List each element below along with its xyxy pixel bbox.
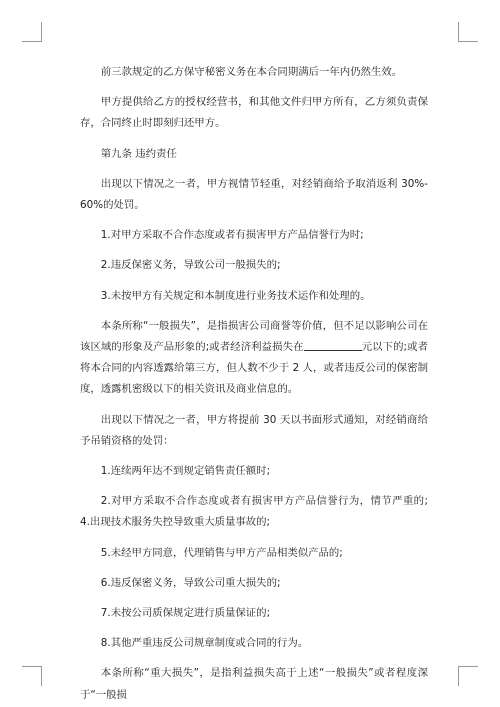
list-item-revocation-6: 6.违反保密义务，导致公司重大损失的; [100, 576, 281, 589]
list-item-3: 3.未按甲方有关规定和本制度进行业务技术运作和处理的。 [100, 289, 371, 302]
general-loss-text-after: 元以下的;或者将本合同的内容透露给第三方，但人数不少于 2 人，或者违反公司的保密制度，透露机密级以下的相关资讯及商业信息的。 [80, 341, 428, 396]
list-item-2: 2.违反保密义务，导致公司一般损失的; [100, 259, 281, 272]
crop-mark-top-right-v [458, 22, 459, 42]
crop-mark-top-right-h [458, 41, 478, 42]
document-body [80, 62, 428, 706]
paragraph-authorization-return: 甲方提供给乙方的授权经营书，和其他文件归甲方所有，乙方须负责保存，合同终止时即刻归还甲方。 [80, 96, 428, 130]
paragraph-confidentiality-duration: 前三款规定的乙方保守秘密义务在本合同期满后一年内仍然生效。 [100, 66, 403, 78]
list-item-revocation-5: 5.未经甲方同意，代理销售与甲方产品相类似产品的; [100, 546, 343, 559]
crop-mark-top-left-v [41, 22, 42, 42]
paragraph-rebate-penalty: 出现以下情况之一者，甲方视情节轻重，对经销商给予取消返利 30%-60%的处罚。 [80, 177, 428, 212]
paragraph-major-loss-definition: 本条所称“重大损失”，是指利益损失高于上述“一般损失”或者程度深于“一般损 [80, 667, 428, 701]
crop-mark-top-left-h [22, 41, 42, 42]
list-item-revocation-1: 1.连续两年达不到规定销售责任额时; [100, 465, 271, 478]
list-item-revocation-2-4: 2.对甲方采取不合作态度或者有损害甲方产品信誉行为，情节严重的; 4.出现技术服务失控导致重大质量事故的; [80, 495, 428, 529]
crop-mark-bottom-right-v [458, 666, 459, 686]
crop-mark-bottom-left-v [41, 666, 42, 686]
list-item-revocation-8: 8.其他严重违反公司规章制度或合同的行为。 [100, 637, 309, 650]
crop-mark-bottom-right-h [458, 666, 478, 667]
paragraph-revocation-notice: 出现以下情况之一者，甲方将提前 30 天以书面形式通知，对经销商给予吊销资格的处罚： [80, 413, 428, 447]
amount-blank [304, 340, 362, 351]
general-loss-text-before: 本条所称“一般损失”，是指损害公司商誉等价值，但不足以影响公司在该区域的形象及产品形象的;或者经济利益损失在 [80, 319, 428, 354]
section-heading-breach-liability: 第九条 违约责任 [100, 147, 177, 160]
crop-mark-bottom-left-h [22, 666, 42, 667]
list-item-revocation-7: 7.未按公司质保规定进行质量保证的; [100, 607, 271, 620]
list-item-1: 1.对甲方采取不合作态度或者有损害甲方产品信誉行为时; [100, 229, 364, 242]
paragraph-general-loss-definition [80, 316, 428, 401]
